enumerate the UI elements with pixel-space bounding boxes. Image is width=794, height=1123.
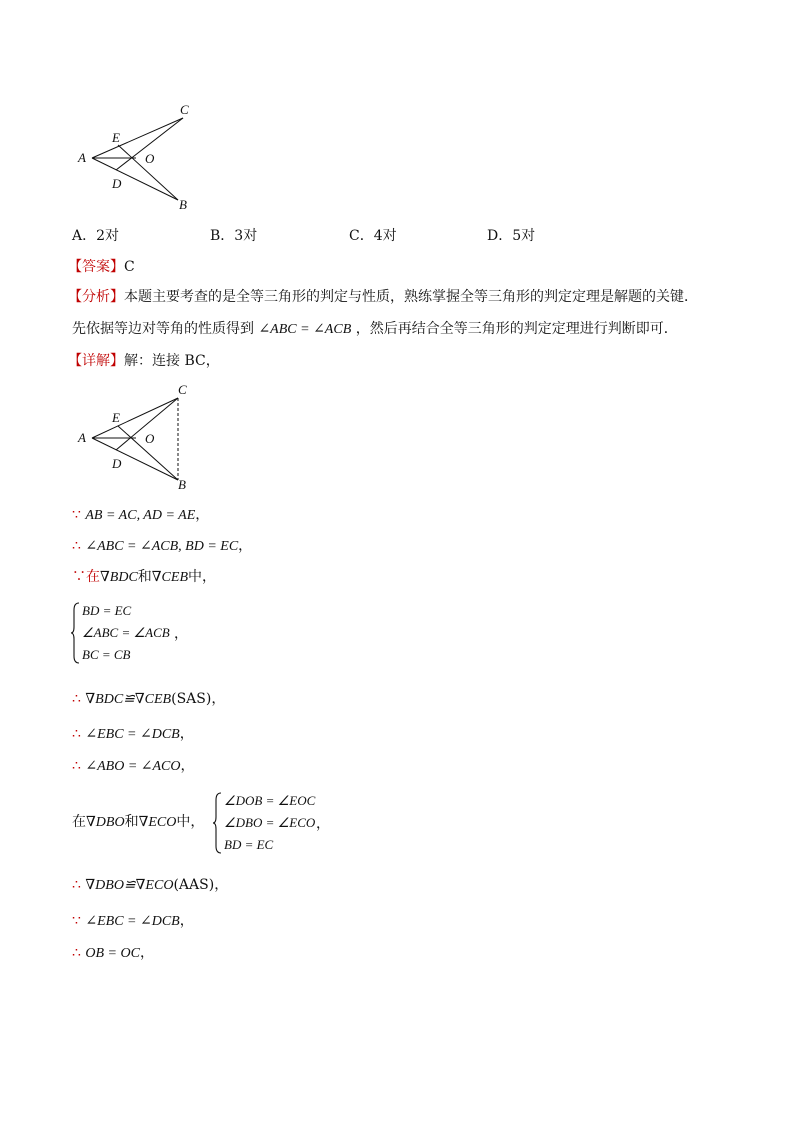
therefore-symbol: ∴ <box>72 726 81 742</box>
answer-value: C <box>124 259 135 275</box>
step-7 <box>72 813 204 832</box>
step-10 <box>72 944 154 963</box>
step-8-math: ∇DBO≌∇ECO <box>85 878 174 893</box>
step-1-end: ， <box>195 507 210 523</box>
label-e: E <box>112 130 120 145</box>
step-3-pre: 在 <box>86 569 100 585</box>
analysis-tag: 【分析】 <box>68 289 124 305</box>
step-8 <box>72 876 228 895</box>
step-5-math: ∠EBC = ∠DCB <box>85 727 180 742</box>
detail-tag: 【详解】 <box>68 353 124 369</box>
step-2 <box>72 537 252 556</box>
step-1-math: AB = AC, AD = AE <box>85 508 196 523</box>
brace-2-line-3: BD = EC <box>224 837 274 852</box>
figure-2 <box>70 380 200 495</box>
step-5 <box>72 725 194 744</box>
step-4-reason: (SAS) <box>171 691 212 707</box>
step-2-end: ， <box>238 538 253 554</box>
segment-ab <box>92 158 178 200</box>
label-c: C <box>180 102 189 117</box>
step-6 <box>72 757 195 776</box>
option-c: C．4对 <box>349 228 397 244</box>
step-1 <box>72 506 209 525</box>
therefore-symbol: ∴ <box>72 691 81 707</box>
therefore-symbol: ∴ <box>72 758 81 774</box>
step-5-end: ， <box>179 726 194 742</box>
step-3 <box>72 568 216 587</box>
step-10-math: OB = OC <box>85 946 140 961</box>
label-c: C <box>178 382 187 397</box>
step-7-triangle-2: ∇ECO <box>138 815 177 830</box>
because-symbol: ∵ <box>72 569 86 585</box>
option-a: A．2对 <box>72 228 120 244</box>
therefore-symbol: ∴ <box>72 945 81 961</box>
therefore-symbol: ∴ <box>72 538 81 554</box>
figure-1 <box>70 100 200 215</box>
segment-ac <box>92 398 178 438</box>
label-b: B <box>179 197 187 212</box>
brace-1-end: ， <box>174 626 188 642</box>
step-4 <box>72 690 225 709</box>
label-o: O <box>145 151 155 166</box>
answer-tag: 【答案】 <box>68 259 124 275</box>
left-brace <box>212 792 222 854</box>
step-7-triangle-1: ∇DBO <box>86 815 125 830</box>
analysis-math: ∠ABC = ∠ACB <box>258 322 352 337</box>
step-10-end: ， <box>139 945 154 961</box>
left-brace <box>70 602 80 664</box>
brace-1-line-1: BD = EC <box>82 603 132 618</box>
answer-line <box>68 258 135 276</box>
label-e: E <box>112 410 120 425</box>
label-a: A <box>78 430 86 445</box>
brace-2-end: ， <box>316 816 330 832</box>
step-9-math: ∠EBC = ∠DCB <box>85 914 180 929</box>
detail-line <box>68 352 220 370</box>
brace-system-2 <box>212 790 352 856</box>
step-8-end: ， <box>214 877 229 893</box>
brace-1-line-3: BC = CB <box>82 647 131 662</box>
label-d: D <box>112 456 122 471</box>
step-8-reason: (AAS) <box>173 877 215 893</box>
step-2-math: ∠ABC = ∠ACB, BD = EC <box>85 539 239 554</box>
analysis-line-1 <box>68 288 698 306</box>
step-3-post: 中， <box>188 569 216 585</box>
step-9-end: ， <box>179 913 194 929</box>
analysis-text-2-pre: 先依据等边对等角的性质得到 <box>72 321 254 337</box>
brace-2-line-1: ∠DOB = ∠EOC <box>224 793 316 808</box>
step-7-mid: 和 <box>124 814 139 830</box>
step-4-end: ， <box>211 691 226 707</box>
label-a: A <box>78 150 86 165</box>
because-symbol: ∵ <box>72 507 81 523</box>
step-7-post: 中， <box>176 814 205 830</box>
segment-ac <box>92 118 183 158</box>
step-7-pre: 在 <box>72 814 86 830</box>
label-o: O <box>145 431 155 446</box>
step-4-math: ∇BDC≌∇CEB <box>85 692 172 707</box>
step-9 <box>72 912 194 931</box>
brace-system-1 <box>70 600 210 666</box>
step-6-math: ∠ABO = ∠ACO <box>85 759 181 774</box>
step-3-triangle-2: ∇CEB <box>151 570 188 585</box>
analysis-text-2-post: ，然后再结合全等三角形的判定定理进行判断即可． <box>355 321 678 337</box>
option-d: D．5对 <box>487 228 536 244</box>
step-3-triangle-1: ∇BDC <box>100 570 138 585</box>
option-b: B．3对 <box>210 228 258 244</box>
analysis-text-1: 本题主要考查的是全等三角形的判定与性质，熟练掌握全等三角形的判定定理是解题的关键． <box>124 289 698 305</box>
therefore-symbol: ∴ <box>72 877 81 893</box>
step-3-mid: 和 <box>137 569 152 585</box>
brace-2-line-2: ∠DBO = ∠ECO <box>224 815 316 830</box>
detail-text: 解：连接 BC， <box>124 353 220 369</box>
because-symbol: ∵ <box>72 913 81 929</box>
analysis-line-2 <box>72 320 678 339</box>
label-b: B <box>178 477 186 492</box>
brace-1-line-2: ∠ABC = ∠ACB <box>82 625 170 640</box>
step-6-end: ， <box>180 758 195 774</box>
segment-ab <box>92 438 178 480</box>
label-d: D <box>112 176 122 191</box>
